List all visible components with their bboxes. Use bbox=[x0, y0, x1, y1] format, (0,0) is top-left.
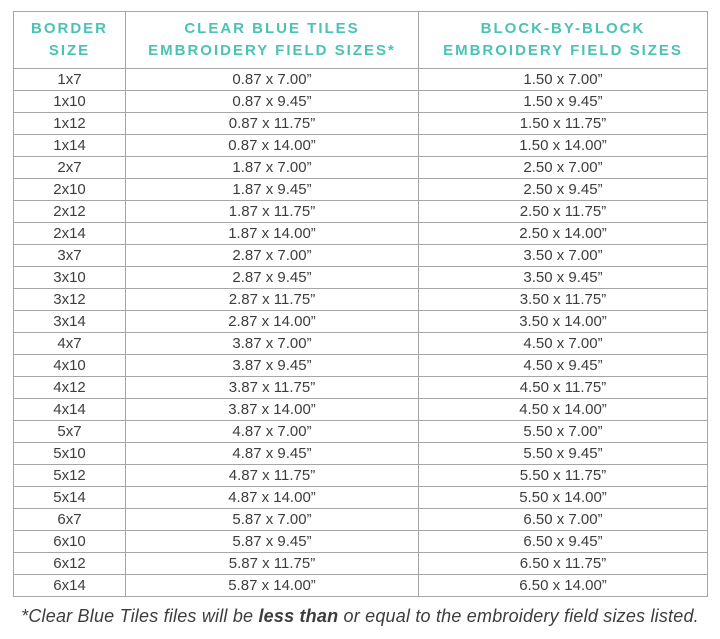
table-cell-border-size: 2x12 bbox=[14, 201, 126, 223]
table-cell-border-size: 3x10 bbox=[14, 267, 126, 289]
table-cell-clear-blue-tiles: 4.87 x 14.00” bbox=[126, 487, 419, 509]
table-cell-border-size: 5x7 bbox=[14, 421, 126, 443]
table-cell-block-by-block: 3.50 x 7.00” bbox=[419, 245, 708, 267]
table-cell-border-size: 3x7 bbox=[14, 245, 126, 267]
table-row bbox=[14, 553, 708, 575]
table-cell-block-by-block: 6.50 x 14.00” bbox=[419, 575, 708, 597]
table-cell-border-size: 1x12 bbox=[14, 113, 126, 135]
table-cell-clear-blue-tiles: 2.87 x 11.75” bbox=[126, 289, 419, 311]
table-cell-border-size: 3x14 bbox=[14, 311, 126, 333]
table-cell-block-by-block: 1.50 x 7.00” bbox=[419, 69, 708, 91]
table-row bbox=[14, 179, 708, 201]
table-cell-clear-blue-tiles: 0.87 x 7.00” bbox=[126, 69, 419, 91]
table-cell-border-size: 4x7 bbox=[14, 333, 126, 355]
table-cell-block-by-block: 2.50 x 14.00” bbox=[419, 223, 708, 245]
table-cell-border-size: 1x14 bbox=[14, 135, 126, 157]
table-cell-block-by-block: 1.50 x 9.45” bbox=[419, 91, 708, 113]
table-row bbox=[14, 267, 708, 289]
table-cell-clear-blue-tiles: 0.87 x 11.75” bbox=[126, 113, 419, 135]
table-cell-border-size: 4x14 bbox=[14, 399, 126, 421]
table-row bbox=[14, 509, 708, 531]
table-row bbox=[14, 465, 708, 487]
table-cell-block-by-block: 2.50 x 7.00” bbox=[419, 157, 708, 179]
table-cell-clear-blue-tiles: 4.87 x 7.00” bbox=[126, 421, 419, 443]
footnote-prefix: *Clear Blue Tiles files will be bbox=[21, 606, 259, 626]
table-row bbox=[14, 113, 708, 135]
table-cell-clear-blue-tiles: 5.87 x 9.45” bbox=[126, 531, 419, 553]
table-cell-clear-blue-tiles: 2.87 x 7.00” bbox=[126, 245, 419, 267]
table-cell-block-by-block: 2.50 x 9.45” bbox=[419, 179, 708, 201]
table-cell-border-size: 3x12 bbox=[14, 289, 126, 311]
table-cell-clear-blue-tiles: 4.87 x 11.75” bbox=[126, 465, 419, 487]
table-cell-block-by-block: 2.50 x 11.75” bbox=[419, 201, 708, 223]
table-header bbox=[14, 12, 708, 69]
table-cell-block-by-block: 4.50 x 9.45” bbox=[419, 355, 708, 377]
table-cell-border-size: 5x14 bbox=[14, 487, 126, 509]
embroidery-field-size-table bbox=[13, 11, 708, 597]
header-border-size bbox=[14, 12, 126, 69]
table-cell-border-size: 2x14 bbox=[14, 223, 126, 245]
table-cell-block-by-block: 1.50 x 11.75” bbox=[419, 113, 708, 135]
table-row bbox=[14, 157, 708, 179]
header-line: CLEAR BLUE TILES bbox=[184, 20, 360, 38]
table-cell-block-by-block: 6.50 x 9.45” bbox=[419, 531, 708, 553]
table-cell-block-by-block: 3.50 x 14.00” bbox=[419, 311, 708, 333]
table-cell-border-size: 1x7 bbox=[14, 69, 126, 91]
table-row bbox=[14, 531, 708, 553]
table-cell-block-by-block: 6.50 x 7.00” bbox=[419, 509, 708, 531]
header-clear-blue-tiles bbox=[126, 12, 419, 69]
table-row bbox=[14, 135, 708, 157]
table-row bbox=[14, 487, 708, 509]
table-cell-clear-blue-tiles: 5.87 x 11.75” bbox=[126, 553, 419, 575]
table-cell-block-by-block: 3.50 x 11.75” bbox=[419, 289, 708, 311]
footnote bbox=[13, 606, 707, 627]
table-cell-block-by-block: 6.50 x 11.75” bbox=[419, 553, 708, 575]
table-row bbox=[14, 399, 708, 421]
table-cell-clear-blue-tiles: 5.87 x 14.00” bbox=[126, 575, 419, 597]
table-row bbox=[14, 69, 708, 91]
table-cell-clear-blue-tiles: 2.87 x 9.45” bbox=[126, 267, 419, 289]
table-cell-border-size: 6x12 bbox=[14, 553, 126, 575]
table-cell-block-by-block: 5.50 x 7.00” bbox=[419, 421, 708, 443]
table-body bbox=[14, 69, 708, 597]
header-line: EMBROIDERY FIELD SIZES* bbox=[148, 42, 396, 59]
header-row bbox=[14, 12, 708, 69]
table-cell-clear-blue-tiles: 1.87 x 7.00” bbox=[126, 157, 419, 179]
table-cell-clear-blue-tiles: 3.87 x 7.00” bbox=[126, 333, 419, 355]
table-cell-border-size: 5x12 bbox=[14, 465, 126, 487]
table-row bbox=[14, 311, 708, 333]
table-cell-border-size: 2x7 bbox=[14, 157, 126, 179]
table-cell-block-by-block: 4.50 x 11.75” bbox=[419, 377, 708, 399]
table-row bbox=[14, 289, 708, 311]
table-cell-border-size: 2x10 bbox=[14, 179, 126, 201]
table-cell-clear-blue-tiles: 2.87 x 14.00” bbox=[126, 311, 419, 333]
table-row bbox=[14, 223, 708, 245]
table-cell-block-by-block: 1.50 x 14.00” bbox=[419, 135, 708, 157]
table-row bbox=[14, 421, 708, 443]
header-line: EMBROIDERY FIELD SIZES bbox=[443, 42, 683, 59]
table-cell-border-size: 4x10 bbox=[14, 355, 126, 377]
table-cell-clear-blue-tiles: 0.87 x 9.45” bbox=[126, 91, 419, 113]
table-row bbox=[14, 575, 708, 597]
header-line: SIZE bbox=[48, 42, 91, 59]
table-cell-border-size: 1x10 bbox=[14, 91, 126, 113]
header-line: BLOCK-BY-BLOCK bbox=[480, 20, 646, 38]
table-cell-clear-blue-tiles: 5.87 x 7.00” bbox=[126, 509, 419, 531]
table-row bbox=[14, 355, 708, 377]
table-row bbox=[14, 245, 708, 267]
table-row bbox=[14, 201, 708, 223]
table-cell-border-size: 6x7 bbox=[14, 509, 126, 531]
table-cell-clear-blue-tiles: 1.87 x 9.45” bbox=[126, 179, 419, 201]
header-line: BORDER bbox=[30, 20, 108, 38]
header-block-by-block bbox=[419, 12, 708, 69]
table-cell-block-by-block: 5.50 x 9.45” bbox=[419, 443, 708, 465]
table-row bbox=[14, 377, 708, 399]
table-cell-clear-blue-tiles: 0.87 x 14.00” bbox=[126, 135, 419, 157]
table-cell-block-by-block: 5.50 x 14.00” bbox=[419, 487, 708, 509]
table-cell-border-size: 4x12 bbox=[14, 377, 126, 399]
table-cell-border-size: 6x10 bbox=[14, 531, 126, 553]
table-cell-block-by-block: 4.50 x 14.00” bbox=[419, 399, 708, 421]
table-cell-block-by-block: 4.50 x 7.00” bbox=[419, 333, 708, 355]
table-cell-clear-blue-tiles: 3.87 x 11.75” bbox=[126, 377, 419, 399]
table-row bbox=[14, 333, 708, 355]
footnote-suffix: or equal to the embroidery field sizes listed. bbox=[338, 606, 699, 626]
table-row bbox=[14, 91, 708, 113]
table-cell-block-by-block: 3.50 x 9.45” bbox=[419, 267, 708, 289]
table-cell-clear-blue-tiles: 1.87 x 11.75” bbox=[126, 201, 419, 223]
table-cell-clear-blue-tiles: 1.87 x 14.00” bbox=[126, 223, 419, 245]
footnote-bold-text: less than bbox=[258, 606, 339, 626]
table-cell-clear-blue-tiles: 4.87 x 9.45” bbox=[126, 443, 419, 465]
table-cell-clear-blue-tiles: 3.87 x 14.00” bbox=[126, 399, 419, 421]
table-cell-border-size: 6x14 bbox=[14, 575, 126, 597]
table-cell-clear-blue-tiles: 3.87 x 9.45” bbox=[126, 355, 419, 377]
table-row bbox=[14, 443, 708, 465]
table-cell-border-size: 5x10 bbox=[14, 443, 126, 465]
table-cell-block-by-block: 5.50 x 11.75” bbox=[419, 465, 708, 487]
